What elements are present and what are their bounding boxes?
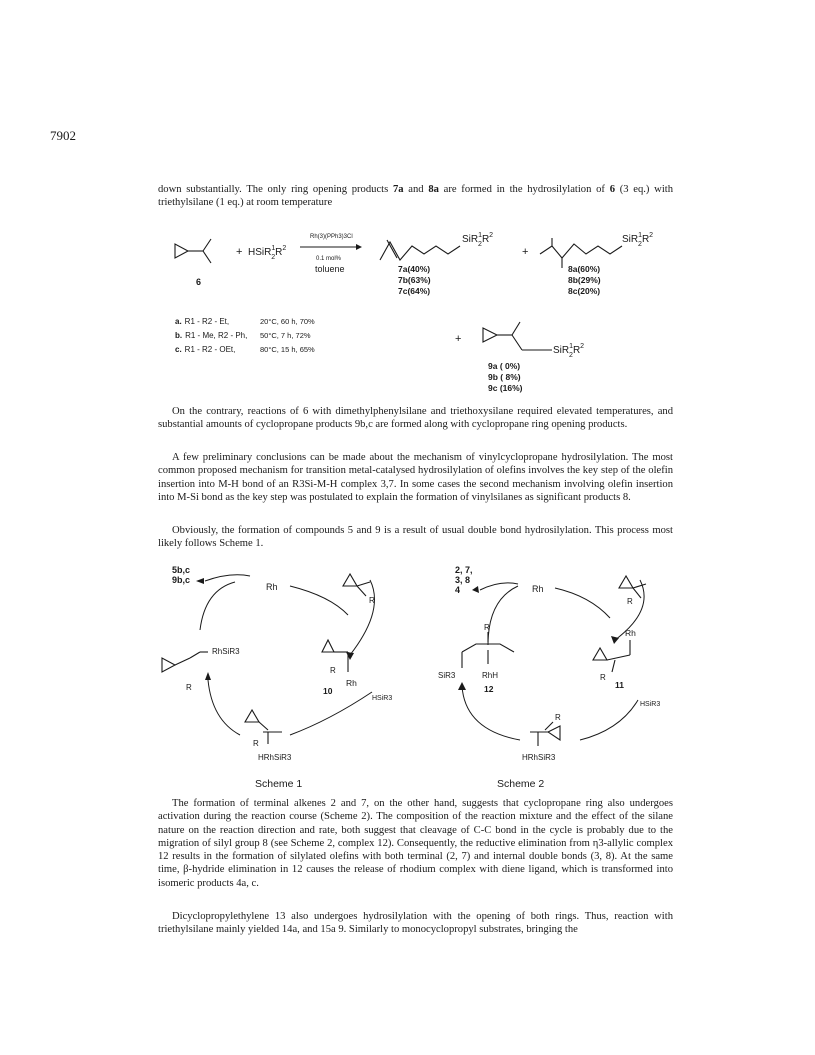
compound-6-label: 6 — [196, 277, 202, 287]
scheme2-r-top: R — [627, 597, 633, 606]
scheme1-r-top: R — [369, 596, 375, 605]
scheme2-products: 2, 7, — [455, 565, 473, 575]
scheme2-products-2: 3, 8 — [455, 575, 471, 585]
paragraph-mechanism: A few preliminary conclusions can be made about the mechanism of vinylcyclopropane hydrosilylation. The most common proposed mechanism for transition metal-catalysed hydrosilylation of olefins involves the key step of the olefin insertion into M-H bond of an R3Si-M-H complex 3,7. In some cases the second mechanism involving olefin insertion into M-Si bond as the key step was postulated to explain the formation of vinylsilanes as significant products 8. — [158, 452, 673, 503]
yield-7c: 7c(64%) — [398, 286, 431, 296]
scheme2-num12: 12 — [484, 684, 494, 694]
paragraph-contrary: On the contrary, reactions of 6 with dimethylphenylsilane and triethoxysilane required elevated temperatures, and substantial amounts of cyclopropane products 9b,c are formed along with cyclopropane ring opening products. — [158, 406, 673, 431]
scheme2-r-center: R — [484, 623, 490, 632]
plus-sign: + — [236, 246, 243, 258]
catalytic-schemes-figure — [0, 560, 815, 800]
scheme2-label: Scheme 2 — [497, 778, 545, 790]
scheme1-rh-mid: Rh — [346, 678, 357, 688]
scheme1-rhsir3: RhSiR3 — [212, 647, 240, 656]
text-run: (3 eq.) with triethylsilane (1 eq.) at room temperature — [158, 184, 674, 209]
scheme1-products-2: 9b,c — [172, 575, 191, 585]
product-7-structure — [380, 240, 460, 260]
scheme1-label: Scheme 1 — [255, 778, 303, 790]
yield-7a: 7a(40%) — [398, 264, 431, 274]
solvent-label: toluene — [315, 264, 345, 274]
scheme1-r-bottom: R — [253, 739, 259, 748]
scheme2-hsir3: HSiR3 — [640, 701, 661, 708]
compound-ref: 8a — [428, 184, 439, 195]
scheme1-rh-top: Rh — [266, 582, 278, 592]
yield-9c: 9c (16%) — [488, 383, 523, 393]
product-7-silyl: SiR$^1$ $2R^2$ — [462, 232, 494, 248]
paragraph-obviously: Obviously, the formation of compounds 5 and 9 is a result of usual double bond hydrosilylation. This process most likely follows Scheme 1. — [158, 525, 673, 550]
product-9-silyl: SiR$^1$ $2R^2$ — [553, 343, 585, 359]
condition-b-detail: 50°C, 7 h, 72% — [260, 331, 311, 340]
text-run: down substantially. The only ring opening products — [158, 184, 393, 195]
compound-ref: 6 — [609, 184, 615, 195]
scheme1-hrhsir3: HRhSiR3 — [258, 753, 292, 762]
product-9-structure — [483, 322, 552, 350]
scheme2-sir3: SiR3 — [438, 671, 456, 680]
page-number: 7902 — [50, 128, 76, 143]
condition-a-detail: 20°C, 60 h, 70% — [260, 317, 315, 326]
plus-sign: + — [455, 333, 462, 345]
text-run: are formed in the hydrosilylation of — [438, 184, 610, 195]
scheme2-r-bottom: R — [555, 713, 561, 722]
yield-9b: 9b ( 8%) — [488, 372, 521, 382]
scheme1-num10: 10 — [323, 686, 333, 696]
condition-b: b. R1 - Me, R2 - Ph, — [175, 331, 248, 340]
scheme-2 — [438, 565, 660, 790]
reagent-silane: HSiR$^1$ $2R^2$ — [248, 245, 287, 261]
scheme2-hrhsir3: HRhSiR3 — [522, 753, 556, 762]
scheme1-r-left: R — [186, 683, 192, 692]
catalyst-label: Rh(3)(PPh3)3Cl — [310, 234, 353, 240]
yield-9a: 9a ( 0%) — [488, 361, 521, 371]
yield-8b: 8b(29%) — [568, 275, 601, 285]
scheme-1 — [162, 565, 392, 790]
yield-8c: 8c(20%) — [568, 286, 601, 296]
scheme2-rhh: RhH — [482, 671, 499, 680]
paragraph-terminal-alkenes: The formation of terminal alkenes 2 and 7, on the other hand, suggests that cyclopropane ring also undergoes activation during the reaction course (Scheme 2). The composition of the reaction mixture and the effect of the silane nature on the reaction direction and rate, both suggest that cleavage of C-C bond in the cycle is probably due to the migration of silyl group 8 (see Scheme 2, complex 12). Consequently, the reductive elimination from η3-allylic complex 12 results in the formation of silylated olefins with both terminal (2, 7) and internal double bonds (3, 8). At the same time, β-hydride elimination in 12 causes the release of rhodium complex with diene ligand, which is transformed into isomeric products 4a, c. — [158, 798, 673, 889]
text-run: and — [403, 184, 429, 195]
yield-7b: 7b(63%) — [398, 275, 431, 285]
yield-8a: 8a(60%) — [568, 264, 601, 274]
paragraph-intro — [158, 183, 673, 210]
scheme1-r-mid: R — [330, 666, 336, 675]
scheme2-products-3: 4 — [455, 585, 461, 595]
condition-c: c. R1 - R2 - OEt, — [175, 345, 236, 354]
product-8-silyl: SiR$^1$ $2R^2$ — [622, 232, 654, 248]
scheme1-hsir3: HSiR3 — [372, 695, 393, 702]
scheme2-r-right: R — [600, 673, 606, 682]
condition-a: a. R1 - R2 - Et, — [175, 317, 230, 326]
loading-label: 0.1 mol% — [316, 256, 342, 262]
scheme1-products: 5b,c — [172, 565, 191, 575]
condition-c-detail: 80°C, 15 h, 65% — [260, 345, 315, 354]
compound-ref: 7a — [392, 184, 404, 195]
plus-sign: + — [522, 246, 529, 258]
compound-6-structure — [175, 239, 211, 263]
scheme2-rh-right: Rh — [625, 628, 636, 638]
scheme2-num11: 11 — [615, 680, 624, 690]
scheme2-rh-top: Rh — [532, 584, 544, 594]
paragraph-dicyclopropyl: Dicyclopropylethylene 13 also undergoes hydrosilylation with the opening of both rings. Thus, reaction with triethylsilane mainly yielded 14a, and 15a 9. Similarly to monocyclopropyl substrates, bringing the — [158, 911, 673, 936]
